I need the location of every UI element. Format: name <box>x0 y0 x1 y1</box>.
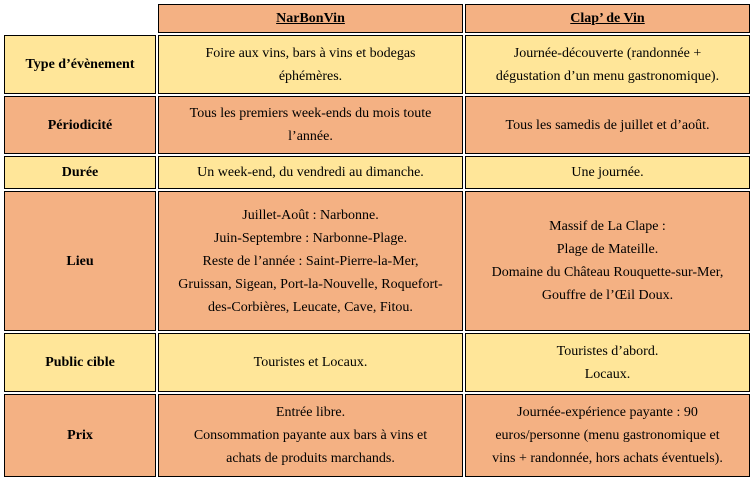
row-label: Durée <box>4 156 156 189</box>
cell-clap-de-vin: Massif de La Clape : Plage de Mateille. Domaine du Château Rouquette-sur-Mer, Gouffre de l’Œil Doux. <box>465 191 750 331</box>
row-label: Périodicité <box>4 96 156 154</box>
row-prix <box>4 394 750 477</box>
row-duree <box>4 156 750 189</box>
row-public-cible <box>4 333 750 392</box>
cell-clap-de-vin: Journée-expérience payante : 90 euros/personne (menu gastronomique et vins + randonnée, hors achats éventuels). <box>465 394 750 477</box>
cell-narbonvin: Un week-end, du vendredi au dimanche. <box>158 156 463 189</box>
row-label: Public cible <box>4 333 156 392</box>
cell-narbonvin: Tous les premiers week-ends du mois toute l’année. <box>158 96 463 154</box>
row-label: Type d’évènement <box>4 35 156 94</box>
empty-corner-cell <box>4 4 156 33</box>
cell-clap-de-vin: Tous les samedis de juillet et d’août. <box>465 96 750 154</box>
cell-narbonvin: Juillet-Août : Narbonne. Juin-Septembre : Narbonne-Plage. Reste de l’année : Saint-Pierre-la-Mer, Gruissan, Sigean, Port-la-Nouvelle, Roquefort- des-Corbières, Leucate, Cave, Fitou. <box>158 191 463 331</box>
cell-clap-de-vin: Journée-découverte (randonnée + dégustation d’un menu gastronomique). <box>465 35 750 94</box>
cell-narbonvin: Entrée libre. Consommation payante aux bars à vins et achats de produits marchands. <box>158 394 463 477</box>
cell-clap-de-vin: Touristes d’abord. Locaux. <box>465 333 750 392</box>
row-type-evenement <box>4 35 750 94</box>
cell-clap-de-vin: Une journée. <box>465 156 750 189</box>
comparison-table <box>2 2 752 479</box>
row-label: Prix <box>4 394 156 477</box>
header-narbonvin: NarBonVin <box>158 4 463 33</box>
row-label: Lieu <box>4 191 156 331</box>
header-clap-de-vin: Clap’ de Vin <box>465 4 750 33</box>
cell-narbonvin: Touristes et Locaux. <box>158 333 463 392</box>
cell-narbonvin: Foire aux vins, bars à vins et bodegas éphémères. <box>158 35 463 94</box>
row-periodicite <box>4 96 750 154</box>
header-row <box>4 4 750 33</box>
row-lieu <box>4 191 750 331</box>
